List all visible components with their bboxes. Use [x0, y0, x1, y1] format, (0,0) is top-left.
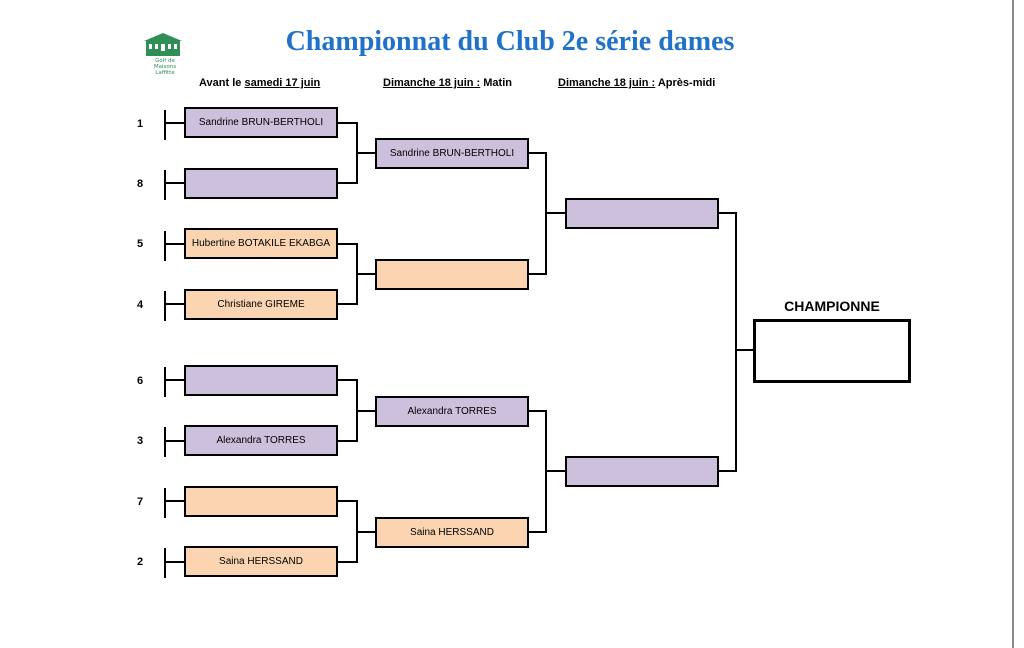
page-border — [1012, 0, 1014, 648]
bracket-line — [545, 212, 565, 214]
column-header-round2: Dimanche 18 juin : Matin — [383, 77, 512, 89]
bracket-line — [338, 500, 358, 502]
bracket-line — [356, 531, 375, 533]
bracket-line — [164, 488, 166, 518]
round2-slot: Sandrine BRUN-BERTHOLI — [375, 138, 529, 169]
bracket-line — [164, 440, 184, 442]
bracket-line — [164, 548, 166, 578]
bracket-line — [164, 427, 166, 457]
round1-slot: Alexandra TORRES — [184, 425, 338, 456]
bracket-line — [338, 243, 358, 245]
bracket-line — [356, 410, 375, 412]
seed-number: 5 — [136, 238, 144, 250]
round2-slot — [375, 259, 529, 290]
logo-text: Golf de Maisons Laffitte — [153, 58, 177, 76]
round1-slot — [184, 365, 338, 396]
round3-slot — [565, 456, 719, 487]
seed-number: 7 — [136, 496, 144, 508]
bracket-line — [164, 500, 184, 502]
round2-slot: Saina HERSSAND — [375, 517, 529, 548]
round1-slot — [184, 486, 338, 517]
bracket-line — [164, 170, 166, 200]
bracket-line — [164, 379, 184, 381]
bracket-line — [164, 303, 184, 305]
bracket-line — [545, 470, 565, 472]
bracket-line — [735, 349, 753, 351]
bracket-line — [164, 122, 184, 124]
seed-number: 3 — [136, 435, 144, 447]
bracket-line — [164, 561, 184, 563]
bracket-line — [164, 110, 166, 140]
bracket-line — [164, 367, 166, 397]
seed-number: 8 — [136, 178, 144, 190]
round2-slot: Alexandra TORRES — [375, 396, 529, 427]
round3-slot — [565, 198, 719, 229]
round1-slot — [184, 168, 338, 199]
page-title: Championnat du Club 2e série dames — [285, 26, 735, 57]
bracket-line — [735, 212, 737, 472]
bracket-line — [164, 182, 184, 184]
seed-number: 1 — [136, 118, 144, 130]
bracket-line — [356, 152, 375, 154]
round1-slot: Sandrine BRUN-BERTHOLI — [184, 107, 338, 138]
column-header-round3: Dimanche 18 juin : Après-midi — [558, 77, 716, 89]
bracket-line — [338, 182, 358, 184]
bracket-line — [164, 231, 166, 261]
seed-number: 2 — [136, 556, 144, 568]
champion-slot — [753, 319, 911, 383]
bracket-line — [164, 243, 184, 245]
bracket-line — [164, 291, 166, 321]
column-header-round1: Avant le samedi 17 juin — [199, 77, 321, 89]
round1-slot: Saina HERSSAND — [184, 546, 338, 577]
bracket-line — [338, 122, 358, 124]
round1-slot: Christiane GIREME — [184, 289, 338, 320]
round1-slot: Hubertine BOTAKILE EKABGA — [184, 228, 338, 259]
bracket-line — [338, 561, 358, 563]
bracket-line — [338, 379, 358, 381]
bracket-line — [338, 303, 358, 305]
bracket-line — [356, 273, 375, 275]
seed-number: 4 — [136, 299, 144, 311]
seed-number: 6 — [136, 375, 144, 387]
champion-label: CHAMPIONNE — [784, 298, 880, 314]
bracket-line — [338, 440, 358, 442]
